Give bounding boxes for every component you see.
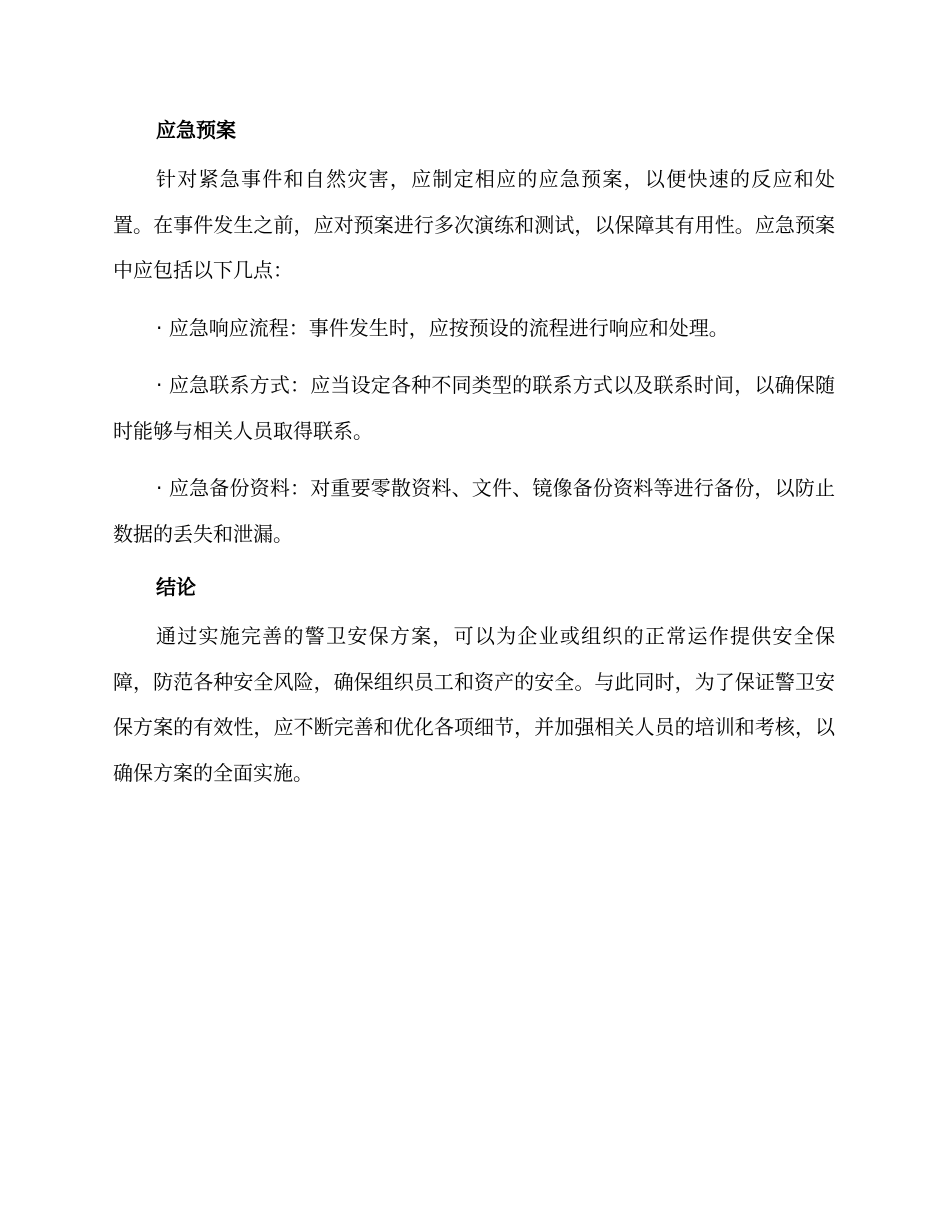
bullet-backup-data: · 应急备份资料：对重要零散资料、文件、镜像备份资料等进行备份，以防止数据的丢失和泄漏。 bbox=[113, 476, 835, 546]
bullet-response-process: · 应急响应流程：事件发生时，应按预设的流程进行响应和处理。 bbox=[156, 315, 729, 340]
section-heading-emergency-plan: 应急预案 bbox=[156, 118, 236, 142]
emergency-plan-intro: 针对紧急事件和自然灾害，应制定相应的应急预案，以便快速的反应和处置。在事件发生之前，应对预案进行多次演练和测试，以保障其有用性。应急预案中应包括以下几点： bbox=[113, 167, 835, 282]
document-page bbox=[113, 110, 835, 796]
conclusion-body: 通过实施完善的警卫安保方案，可以为企业或组织的正常运作提供安全保障，防范各种安全风险，确保组织员工和资产的安全。与此同时，为了保证警卫安保方案的有效性，应不断完善和优化各项细节，并加强相关人员的培训和考核，以确保方案的全面实施。 bbox=[113, 624, 835, 785]
bullet-contact-methods: · 应急联系方式：应当设定各种不同类型的联系方式以及联系时间，以确保随时能够与相关人员取得联系。 bbox=[113, 373, 835, 443]
section-heading-conclusion: 结论 bbox=[156, 575, 196, 599]
